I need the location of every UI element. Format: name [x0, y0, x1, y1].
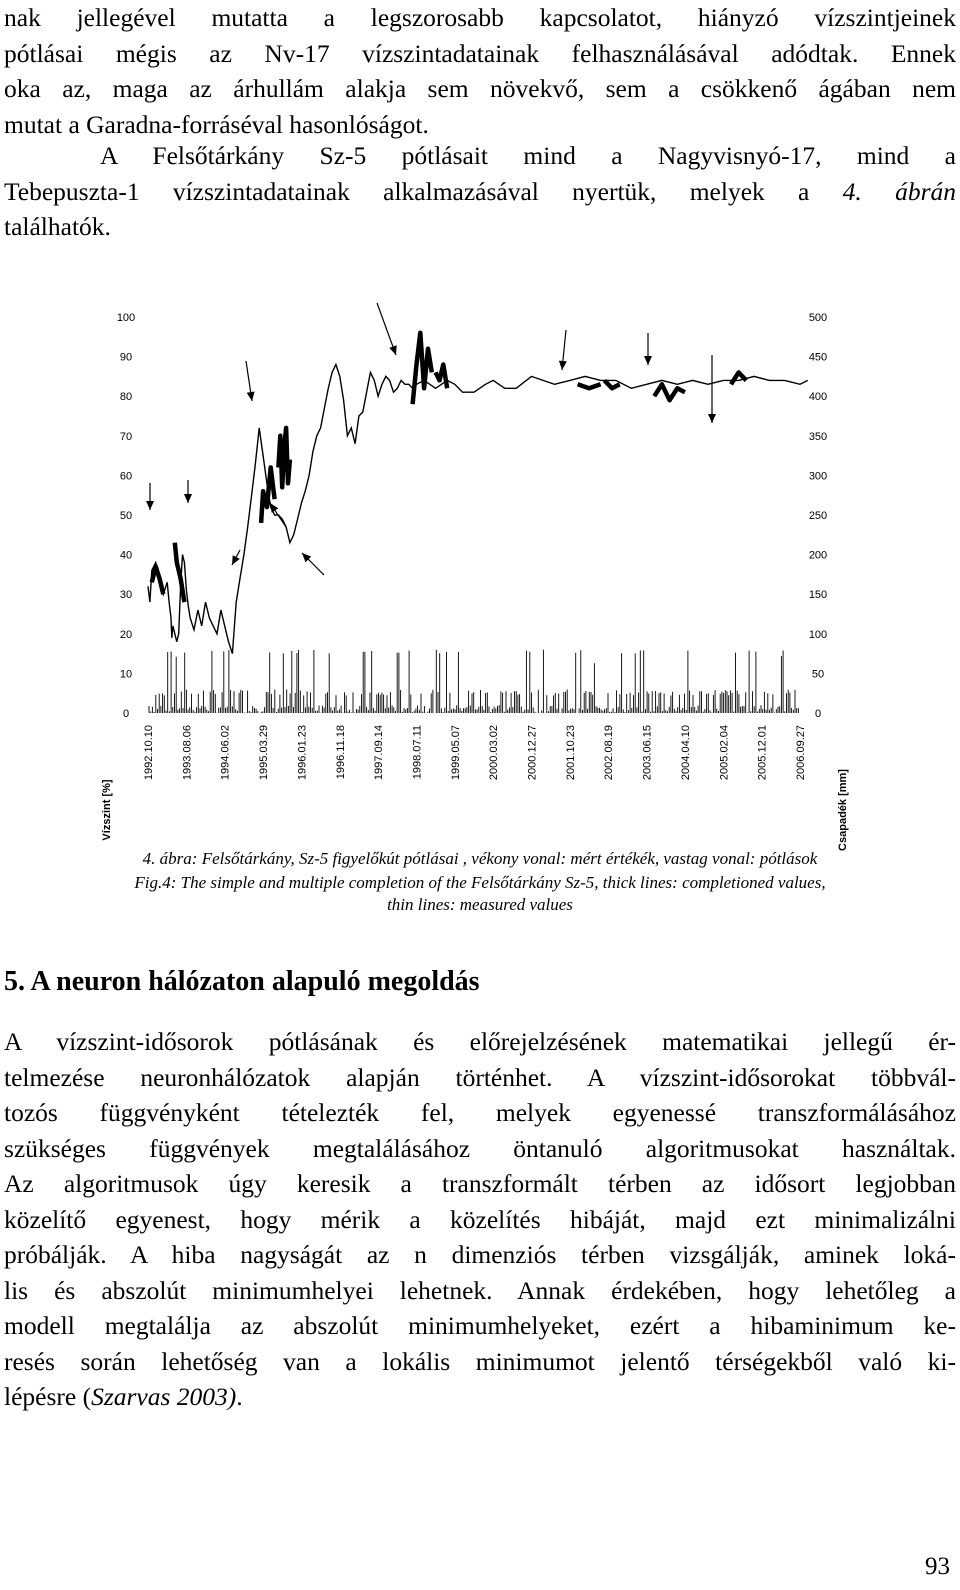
text-line: lis és abszolút minimumhelyei lehetnek. Annak érdekében, hogy lehetőleg a [4, 1275, 956, 1305]
y-tick-label: 0 [122, 708, 130, 720]
figure-reference: 4. ábrán [842, 176, 956, 206]
arrow-head [644, 356, 652, 365]
x-tick-label: 1997.09.14 [373, 725, 386, 781]
x-tick-label: 2006.09.27 [795, 725, 807, 781]
text-line: modell megtalálja az abszolút minimumhelyeket, ezért a hibaminimum ke- [4, 1311, 956, 1340]
arrow-head [559, 361, 567, 370]
chart-lines [148, 333, 808, 654]
x-tick-label: 1998.07.11 [411, 725, 424, 780]
y2-tick-label: 250 [808, 510, 828, 522]
text-line: nak jellegével mutatta a legszorosabb kapcsolatot, hiányzó vízszintjeinek [4, 3, 956, 32]
completed-level-segment [278, 428, 290, 487]
completed-level-segment [413, 333, 432, 404]
text-line: telmezése neuronhálózatok alapján történhet. A vízszint-idősorokat többvál- [4, 1062, 956, 1092]
y2-tick-label: 500 [808, 312, 828, 324]
y2-tick-label: 400 [808, 391, 828, 404]
x-tick-label: 1995.03.29 [258, 725, 271, 781]
text-line: találhatók. [4, 212, 111, 241]
text-line: oka az, maga az árhullám alakja sem növekvő, sem a csökkenő ágában nem [4, 74, 956, 103]
y-tick-label: 20 [119, 628, 133, 641]
x-tick-label: 2003.06.15 [641, 725, 654, 781]
arrow-head [146, 501, 154, 510]
arrow-head [247, 392, 255, 402]
figure-caption-hu: 4. ábra: Felsőtárkány, Sz-5 figyelőkút pótlásai , vékony vonal: mért értékék, vastag vonal: pótlások [142, 849, 818, 868]
y2-tick-label: 0 [814, 708, 822, 720]
x-tick-label: 2001.10.23 [564, 725, 577, 781]
y2-tick-label: 100 [808, 628, 828, 641]
completed-level-segment [152, 567, 164, 595]
y-tick-label: 30 [119, 589, 133, 602]
x-tick-label: 1993.08.06 [181, 725, 194, 781]
y-tick-label: 40 [119, 549, 133, 562]
precipitation-bars [149, 650, 798, 713]
text-line: A vízszint-idősorok pótlásának és előrejelzésének matematikai jellegű ér- [4, 1027, 956, 1056]
x-tick-label: 2005.02.04 [718, 725, 731, 781]
text-line: tozós függvényként tételezték fel, melyek egyenessé transzformálásához [4, 1098, 956, 1127]
second-paragraph [4, 138, 956, 245]
water-level-chart [0, 295, 960, 851]
x-tick-label: 2004.04.10 [679, 725, 692, 781]
y2-tick-label: 200 [808, 549, 828, 562]
y2-tick-label: 150 [808, 589, 828, 602]
section-heading: 5. A neuron hálózaton alapuló megoldás [4, 966, 480, 997]
x-tick-label: 2002.08.19 [603, 725, 616, 781]
text-line: resés során lehetőség van a lokális minimumot jelentő térségekből való ki- [4, 1346, 956, 1376]
completed-level-segment [261, 468, 275, 523]
y2-axis-label: Csapadék [mm] [837, 769, 849, 851]
y-tick-label: 80 [119, 391, 133, 404]
x-tick-label: 1996.11.18 [334, 725, 347, 780]
y-tick-label: 60 [119, 470, 133, 483]
text-line [4, 1379, 956, 1415]
x-tick-label: 2005.12.01 [756, 725, 769, 781]
x-tick-label: 1996.01.23 [296, 725, 309, 781]
arrow-head [708, 414, 716, 423]
y2-tick-label: 450 [808, 351, 828, 364]
y2-tick-label: 350 [808, 430, 828, 443]
x-tick-label: 2000.03.02 [488, 725, 501, 781]
y-axis-label: Vízszint [%] [101, 779, 113, 841]
page-number: 93 [925, 1553, 950, 1580]
text-line: Az algoritmusok úgy keresik a transzformált térben az idősort legjobban [4, 1169, 956, 1198]
y-tick-label: 50 [119, 510, 133, 522]
x-tick-label: 1999.05.07 [449, 725, 462, 781]
figure-caption-en-2: thin lines: measured values [387, 895, 573, 914]
text-line: A Felsőtárkány Sz-5 pótlásait mind a Nagyvisnyó-17, mind a [100, 141, 956, 170]
completed-level-segment [175, 543, 185, 602]
figure-caption-en-1: Fig.4: The simple and multiple completion of the Felsőtárkány Sz-5, thick lines: completioned values, [134, 873, 826, 892]
arrow-head [270, 503, 278, 513]
y-tick-label: 70 [119, 430, 133, 443]
text-line: közelítő egyenest, hogy mérik a közelítés hibáját, majd ezt minimalizálni [4, 1204, 956, 1234]
y-tick-label: 10 [119, 668, 133, 681]
text-line [4, 174, 956, 210]
top-paragraph [4, 0, 956, 142]
citation: Szarvas 2003) [91, 1382, 237, 1411]
arrow-head [389, 345, 397, 355]
arrow-head [184, 494, 192, 503]
y-tick-label: 100 [116, 312, 136, 324]
body-paragraph [4, 1024, 956, 1415]
text-line: pótlásai mégis az Nv-17 vízszintadatainak felhasználásával adódtak. Ennek [4, 38, 956, 68]
y2-tick-label: 50 [811, 668, 825, 681]
text-span: lépésre ( [4, 1382, 92, 1411]
text-line: mutat a Garadna-forráséval hasonlóságot. [4, 109, 429, 139]
y2-tick-label: 300 [808, 470, 828, 483]
completed-level-segment [578, 384, 601, 388]
text-span: . [236, 1382, 243, 1411]
text-span: Tebepuszta-1 vízszintadatainak alkalmazásával nyertük, melyek a [4, 176, 843, 206]
y-tick-label: 90 [119, 351, 133, 364]
completed-level-segment [731, 372, 746, 384]
completed-level-segment [654, 384, 685, 400]
measured-level-line [148, 365, 808, 654]
x-tick-label: 1994.06.02 [219, 725, 232, 781]
gap-arrows [146, 303, 716, 575]
x-tick-label: 2000.12.27 [526, 725, 539, 781]
text-line: próbálják. A hiba nagyságát az n dimenziós térben vizsgálják, aminek loká- [4, 1240, 956, 1269]
text-line: szükséges függvények megtalálásához öntanuló algoritmusokat használtak. [4, 1133, 956, 1163]
x-tick-label: 1992.10.10 [143, 725, 155, 781]
